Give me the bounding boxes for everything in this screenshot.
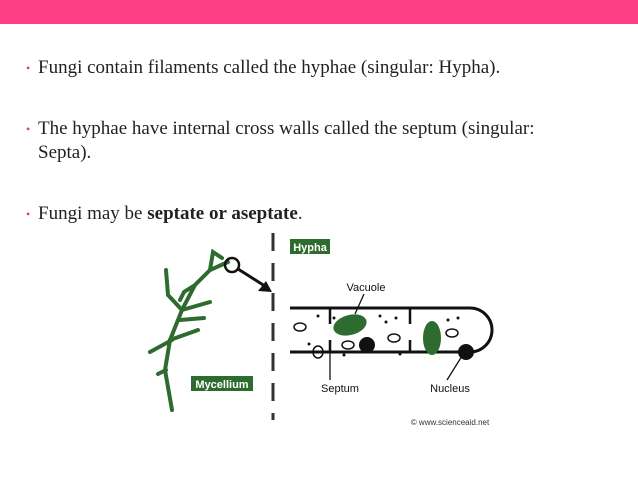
bullet-dot: • [26, 61, 31, 75]
nucleus-label: Nucleus [430, 383, 470, 395]
nucleus [359, 337, 375, 353]
septum-label: Septum [321, 383, 359, 395]
vacuole-pointer [355, 294, 364, 314]
nucleus-pointer [447, 356, 462, 380]
vacuole [331, 311, 369, 339]
bullet-3-prefix: Fungi may be [38, 203, 148, 224]
mitochondrion [446, 329, 458, 337]
bullet-2-text: The hyphae have internal cross walls called the septum (singular: Septa). [38, 118, 535, 163]
vacuole-label: Vacuole [346, 282, 386, 294]
mitochondrion [388, 334, 400, 342]
mitochondrion [342, 341, 354, 349]
vacuole-2 [423, 321, 441, 355]
hypha-label: Hypha [293, 242, 327, 254]
bullet-1-text: Fungi contain filaments called the hyphae (singular: Hypha). [38, 57, 501, 78]
mitochondrion [294, 323, 306, 331]
bullet-3-bold: septate or aseptate [147, 203, 298, 224]
mycelium-label: Mycellium [195, 379, 249, 391]
bullet-3-suffix: . [297, 203, 303, 224]
credit-text: © www.scienceaid.net [410, 418, 490, 427]
bullet-dot: • [26, 207, 31, 221]
bullet-dot: • [26, 122, 31, 136]
magnify-circle [225, 258, 239, 272]
